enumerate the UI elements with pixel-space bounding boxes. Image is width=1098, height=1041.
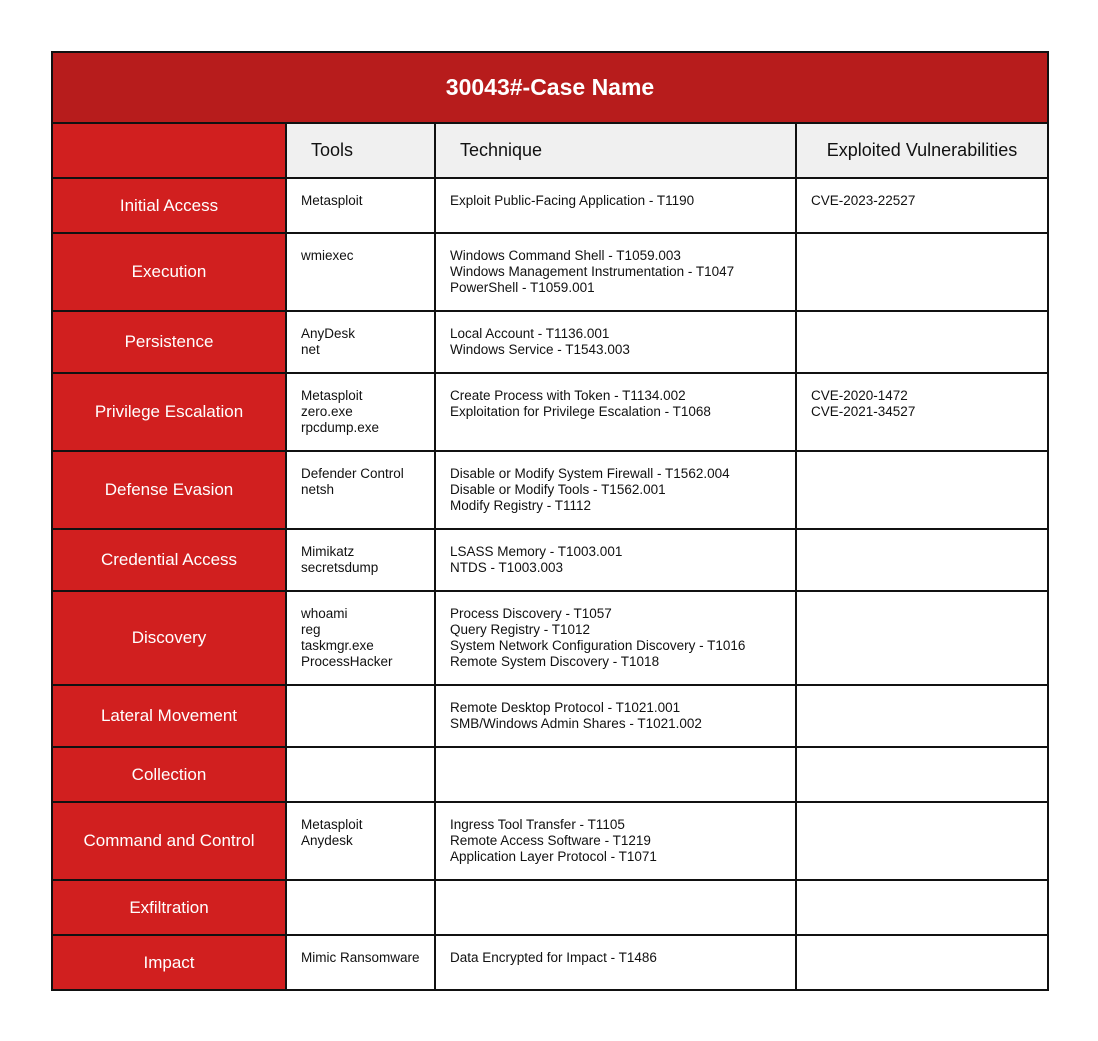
technique-item: Exploitation for Privilege Escalation - T1068 (450, 404, 711, 419)
tools-cell (286, 880, 435, 935)
technique-cell (435, 233, 796, 311)
tools-cell (286, 591, 435, 685)
technique-item: Remote System Discovery - T1018 (450, 654, 660, 669)
technique-item: Remote Access Software - T1219 (450, 833, 651, 848)
technique-item: Data Encrypted for Impact - T1486 (450, 950, 657, 965)
technique-cell (435, 802, 796, 880)
technique-item: Ingress Tool Transfer - T1105 (450, 817, 625, 832)
technique-cell (435, 178, 796, 233)
technique-cell (435, 451, 796, 529)
technique-item: LSASS Memory - T1003.001 (450, 544, 623, 559)
tools-item: Defender Control (301, 466, 404, 481)
technique-cell (435, 591, 796, 685)
technique-item: Local Account - T1136.001 (450, 326, 610, 341)
tactic-cell: Initial Access (52, 178, 286, 233)
tools-cell (286, 802, 435, 880)
vulnerability-cell (796, 880, 1048, 935)
tools-item: reg (301, 622, 321, 637)
tools-item: zero.exe (301, 404, 353, 419)
tactic-cell: Collection (52, 747, 286, 802)
vulnerability-cell (796, 685, 1048, 747)
technique-item: Create Process with Token - T1134.002 (450, 388, 686, 403)
technique-item: Modify Registry - T1112 (450, 498, 592, 513)
header-corner-cell (52, 123, 286, 178)
vulnerability-cell (796, 802, 1048, 880)
tools-item: rpcdump.exe (301, 420, 380, 435)
tools-cell (286, 233, 435, 311)
table-row (52, 373, 1048, 451)
technique-item: PowerShell - T1059.001 (450, 280, 595, 295)
vulnerability-cell (796, 178, 1048, 233)
tools-item: net (301, 342, 320, 357)
technique-item: Windows Management Instrumentation - T1047 (450, 264, 735, 279)
table-row (52, 747, 1048, 802)
tools-cell (286, 451, 435, 529)
header-technique: Technique (435, 123, 796, 178)
table-row (52, 529, 1048, 591)
tactic-cell: Credential Access (52, 529, 286, 591)
table-row (52, 451, 1048, 529)
tools-cell (286, 935, 435, 990)
technique-cell (435, 311, 796, 373)
header-tools: Tools (286, 123, 435, 178)
technique-item: System Network Configuration Discovery - T1016 (450, 638, 746, 653)
vulnerability-cell (796, 935, 1048, 990)
attack-matrix-table (51, 51, 1049, 991)
tools-item: Metasploit (301, 388, 363, 403)
tools-item: Mimic Ransomware (301, 950, 420, 965)
technique-item: SMB/Windows Admin Shares - T1021.002 (450, 716, 702, 731)
tools-item: AnyDesk (301, 326, 356, 341)
technique-item: Disable or Modify System Firewall - T1562.004 (450, 466, 730, 481)
vulnerability-item: CVE-2023-22527 (811, 193, 916, 208)
tools-item: ProcessHacker (301, 654, 393, 669)
technique-item: Remote Desktop Protocol - T1021.001 (450, 700, 681, 715)
vulnerability-cell (796, 373, 1048, 451)
tactic-cell: Privilege Escalation (52, 373, 286, 451)
table-row (52, 685, 1048, 747)
technique-item: Disable or Modify Tools - T1562.001 (450, 482, 666, 497)
technique-item: NTDS - T1003.003 (450, 560, 564, 575)
tools-cell (286, 529, 435, 591)
tools-cell (286, 178, 435, 233)
tools-item: Metasploit (301, 193, 363, 208)
tools-item: Mimikatz (301, 544, 355, 559)
tools-item: secretsdump (301, 560, 379, 575)
technique-item: Process Discovery - T1057 (450, 606, 612, 621)
table-row (52, 233, 1048, 311)
tools-item: whoami (301, 606, 348, 621)
table-title: 30043#-Case Name (52, 52, 1048, 123)
tactic-cell: Defense Evasion (52, 451, 286, 529)
vulnerability-item: CVE-2021-34527 (811, 404, 916, 419)
technique-item: Windows Command Shell - T1059.003 (450, 248, 681, 263)
table-row (52, 311, 1048, 373)
tactic-cell: Command and Control (52, 802, 286, 880)
tactic-cell: Persistence (52, 311, 286, 373)
tactic-cell: Lateral Movement (52, 685, 286, 747)
tools-item: Anydesk (301, 833, 353, 848)
technique-cell (435, 529, 796, 591)
technique-cell (435, 747, 796, 802)
tools-cell (286, 311, 435, 373)
tools-item: netsh (301, 482, 335, 497)
technique-item: Exploit Public-Facing Application - T1190 (450, 193, 695, 208)
table-row (52, 178, 1048, 233)
vulnerability-cell (796, 311, 1048, 373)
technique-item: Application Layer Protocol - T1071 (450, 849, 657, 864)
table-body (52, 178, 1048, 990)
tactic-cell: Impact (52, 935, 286, 990)
vulnerability-cell (796, 529, 1048, 591)
technique-item: Windows Service - T1543.003 (450, 342, 630, 357)
vulnerability-item: CVE-2020-1472 (811, 388, 908, 403)
technique-cell (435, 880, 796, 935)
table-row (52, 880, 1048, 935)
vulnerability-cell (796, 747, 1048, 802)
technique-cell (435, 935, 796, 990)
header-row (52, 123, 1048, 178)
vulnerability-cell (796, 451, 1048, 529)
technique-cell (435, 373, 796, 451)
tactic-cell: Exfiltration (52, 880, 286, 935)
tools-cell (286, 373, 435, 451)
table-row (52, 591, 1048, 685)
tools-item: wmiexec (301, 248, 354, 263)
technique-item: Query Registry - T1012 (450, 622, 591, 637)
table-row (52, 935, 1048, 990)
technique-cell (435, 685, 796, 747)
tactic-cell: Execution (52, 233, 286, 311)
table-row (52, 802, 1048, 880)
tools-item: taskmgr.exe (301, 638, 374, 653)
tools-cell (286, 685, 435, 747)
header-vulnerabilities: Exploited Vulnerabilities (796, 123, 1048, 178)
tools-cell (286, 747, 435, 802)
vulnerability-cell (796, 591, 1048, 685)
tactic-cell: Discovery (52, 591, 286, 685)
vulnerability-cell (796, 233, 1048, 311)
tools-item: Metasploit (301, 817, 363, 832)
title-row (52, 52, 1048, 123)
